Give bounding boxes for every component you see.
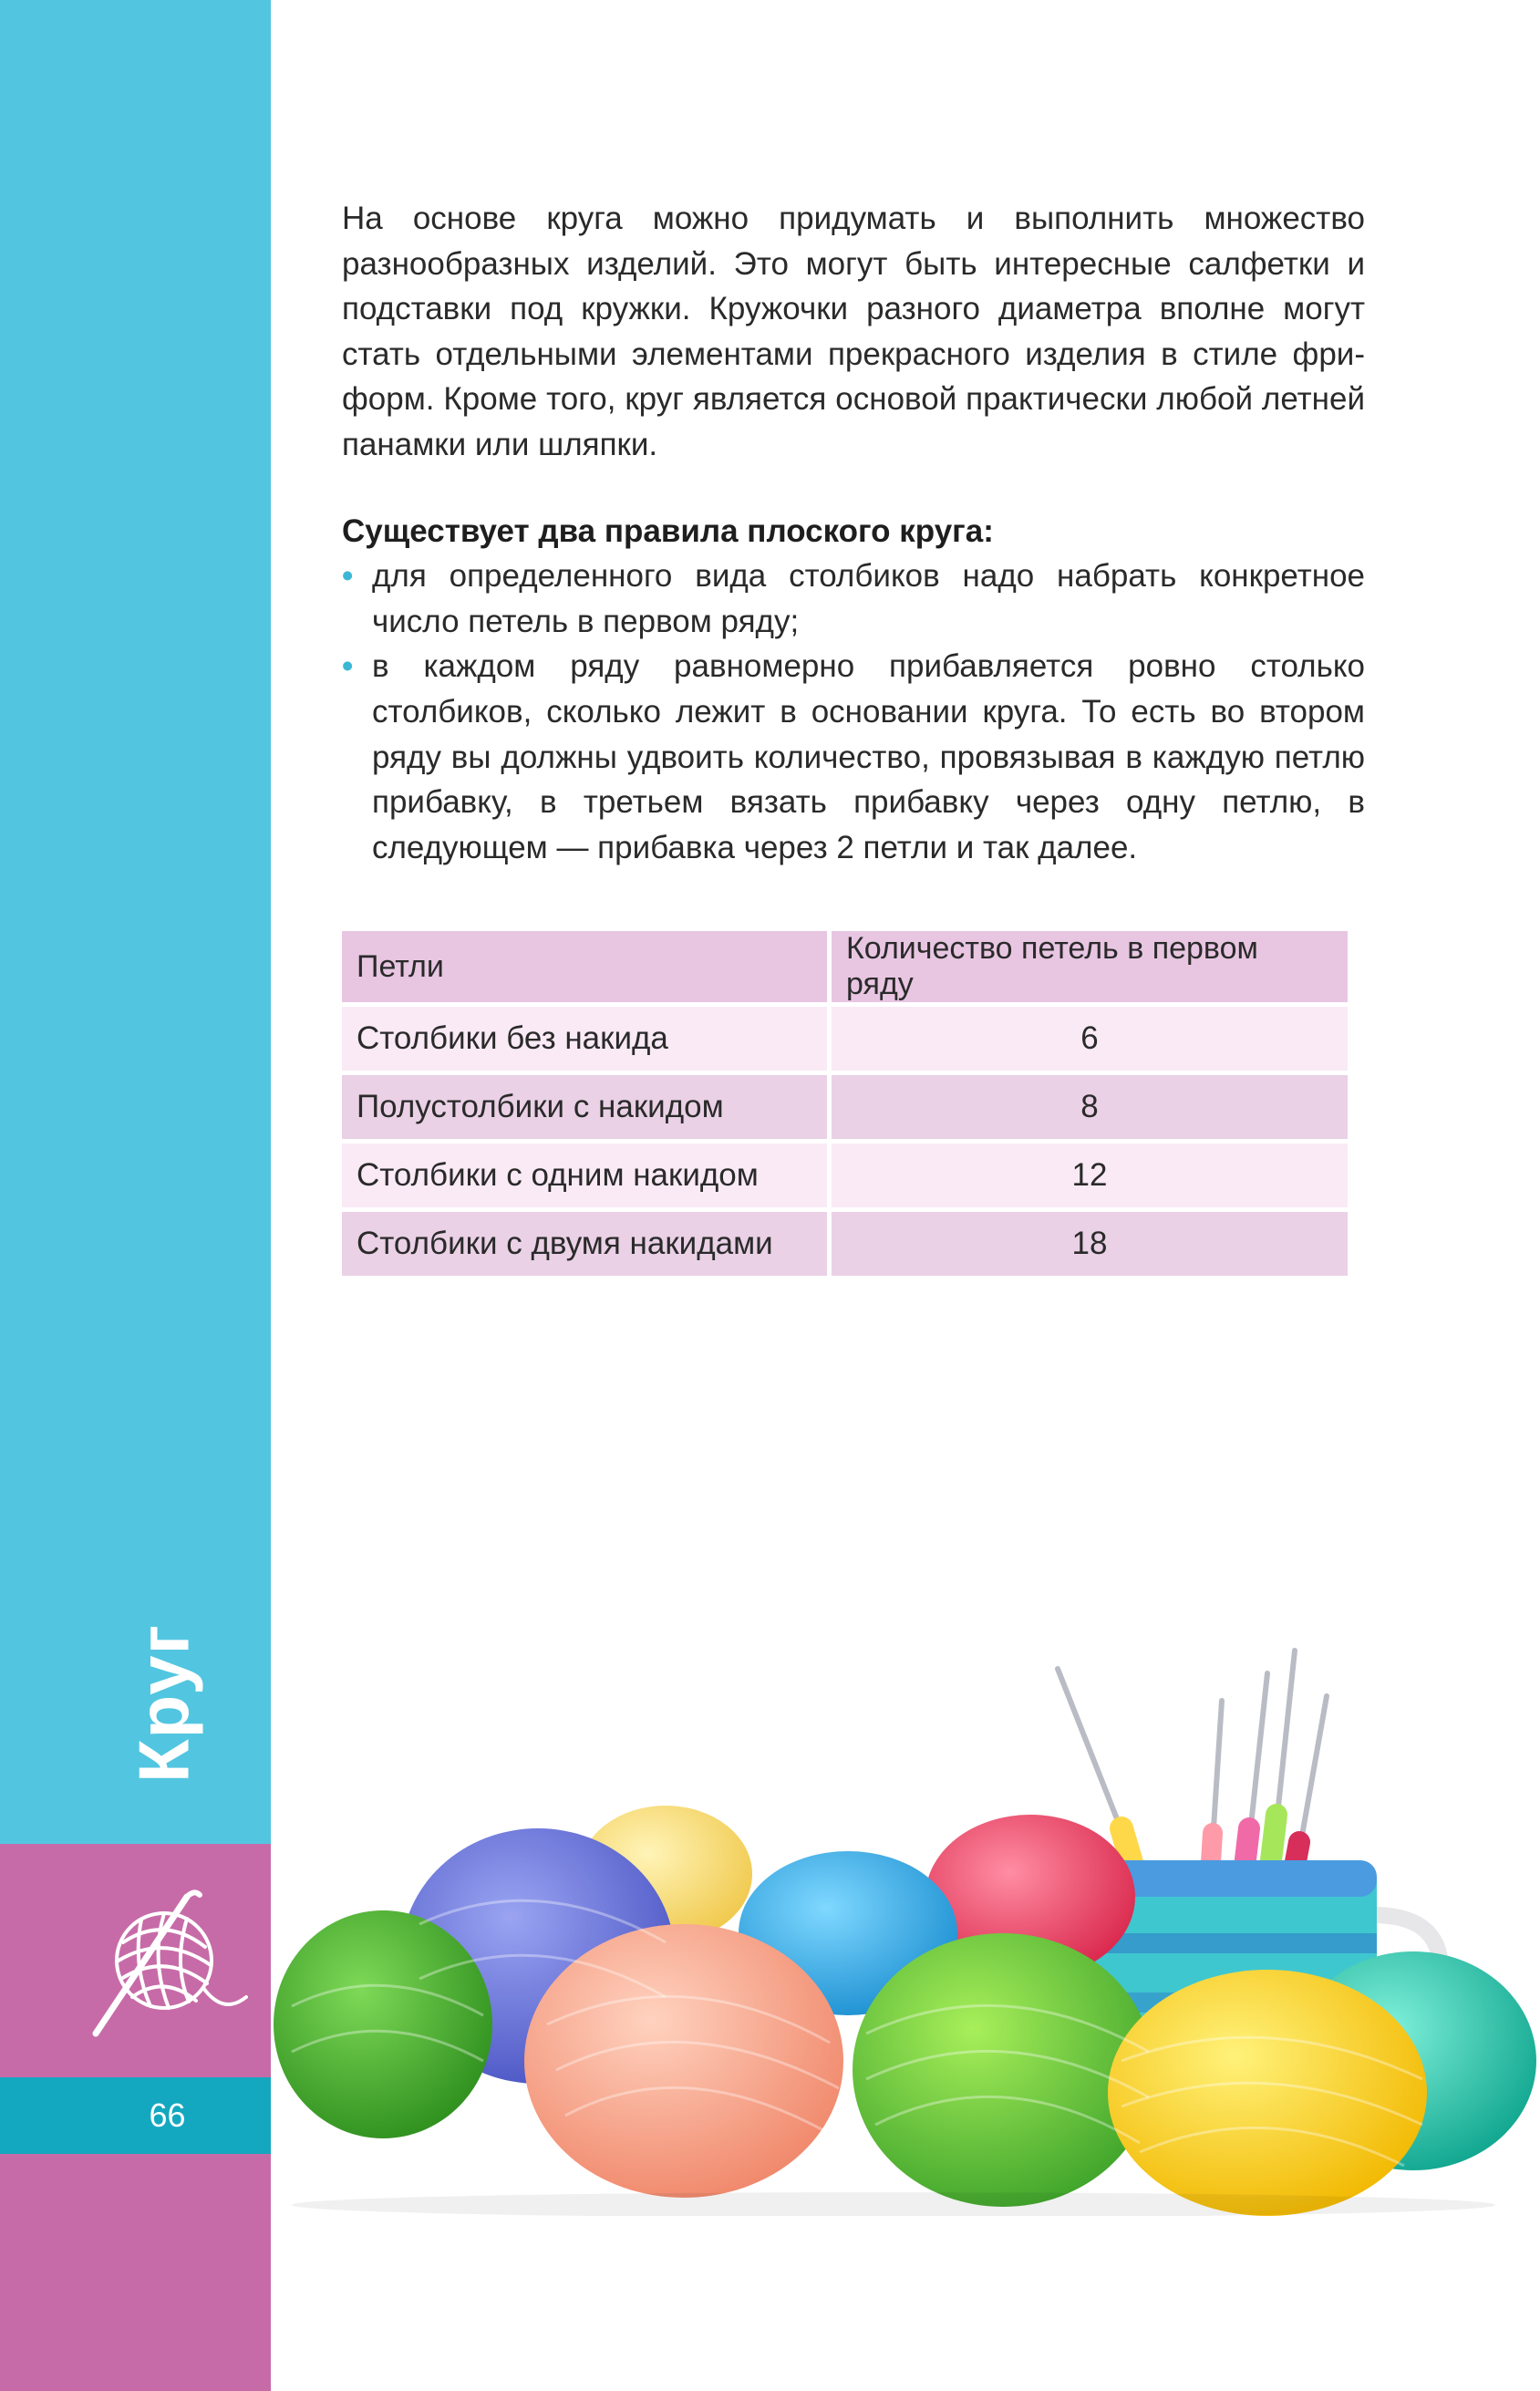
table-cell-loop-type: Столбики без накида (342, 1007, 827, 1071)
rule-text: в каждом ряду равномерно прибавляется ровно столько столбиков, сколько лежит в основании круга. То есть во втором ряду вы должны удвоить количество, провязывая в каждую петлю прибавку, в третьем вязать прибавку через одну петлю, в следующем — прибавка через 2 петли и так далее. (372, 648, 1365, 865)
table-row (342, 1075, 1348, 1139)
sidebar-blue-band (0, 0, 271, 1844)
rules-title: Существует два правила плоского круга: (342, 512, 994, 549)
bullet-icon: • (342, 558, 354, 595)
table-cell-loop-type: Столбики с двумя накидами (342, 1212, 827, 1276)
list-item (342, 554, 1365, 644)
table-cell-count: 12 (832, 1144, 1348, 1207)
intro-paragraph: На основе круга можно придумать и выполнить множество разнообразных изделий. Это могут быть интересные салфетки и подставки под кружки. Кружочки разного диаметра вполне могут стать отдельными элементами прекрасного изделия в стиле фри-форм. Кроме того, круг является основой практически любой летней панамки или шляпки. (342, 201, 1365, 462)
rule-text: для определенного вида столбиков надо набрать конкретное число петель в первом ряду; (372, 558, 1365, 639)
bullet-icon: • (342, 648, 354, 685)
table-row (342, 1212, 1348, 1276)
table-row (342, 1144, 1348, 1207)
page-number: 66 (149, 2096, 186, 2134)
table-cell-loop-type: Полустолбики с накидом (342, 1075, 827, 1139)
table-header-cell: Петли (342, 931, 827, 1002)
section-title: Круг (123, 1623, 204, 1784)
table-cell-count: 6 (832, 1007, 1348, 1071)
table-header-row (342, 931, 1348, 1002)
table-cell-count: 18 (832, 1212, 1348, 1276)
yarn-balls-illustration (274, 1632, 1540, 2216)
loops-table (337, 926, 1352, 1280)
table-cell-loop-type: Столбики с одним накидом (342, 1144, 827, 1207)
table-cell-count: 8 (832, 1075, 1348, 1139)
sidebar (0, 0, 271, 2391)
yarn-ball-crochet-hook-icon (78, 1879, 251, 2043)
table-header-cell: Количество петель в первом ряду (832, 931, 1348, 1002)
table-row (342, 1007, 1348, 1071)
main-content (342, 196, 1365, 870)
list-item (342, 644, 1365, 870)
rules-list (342, 554, 1365, 870)
